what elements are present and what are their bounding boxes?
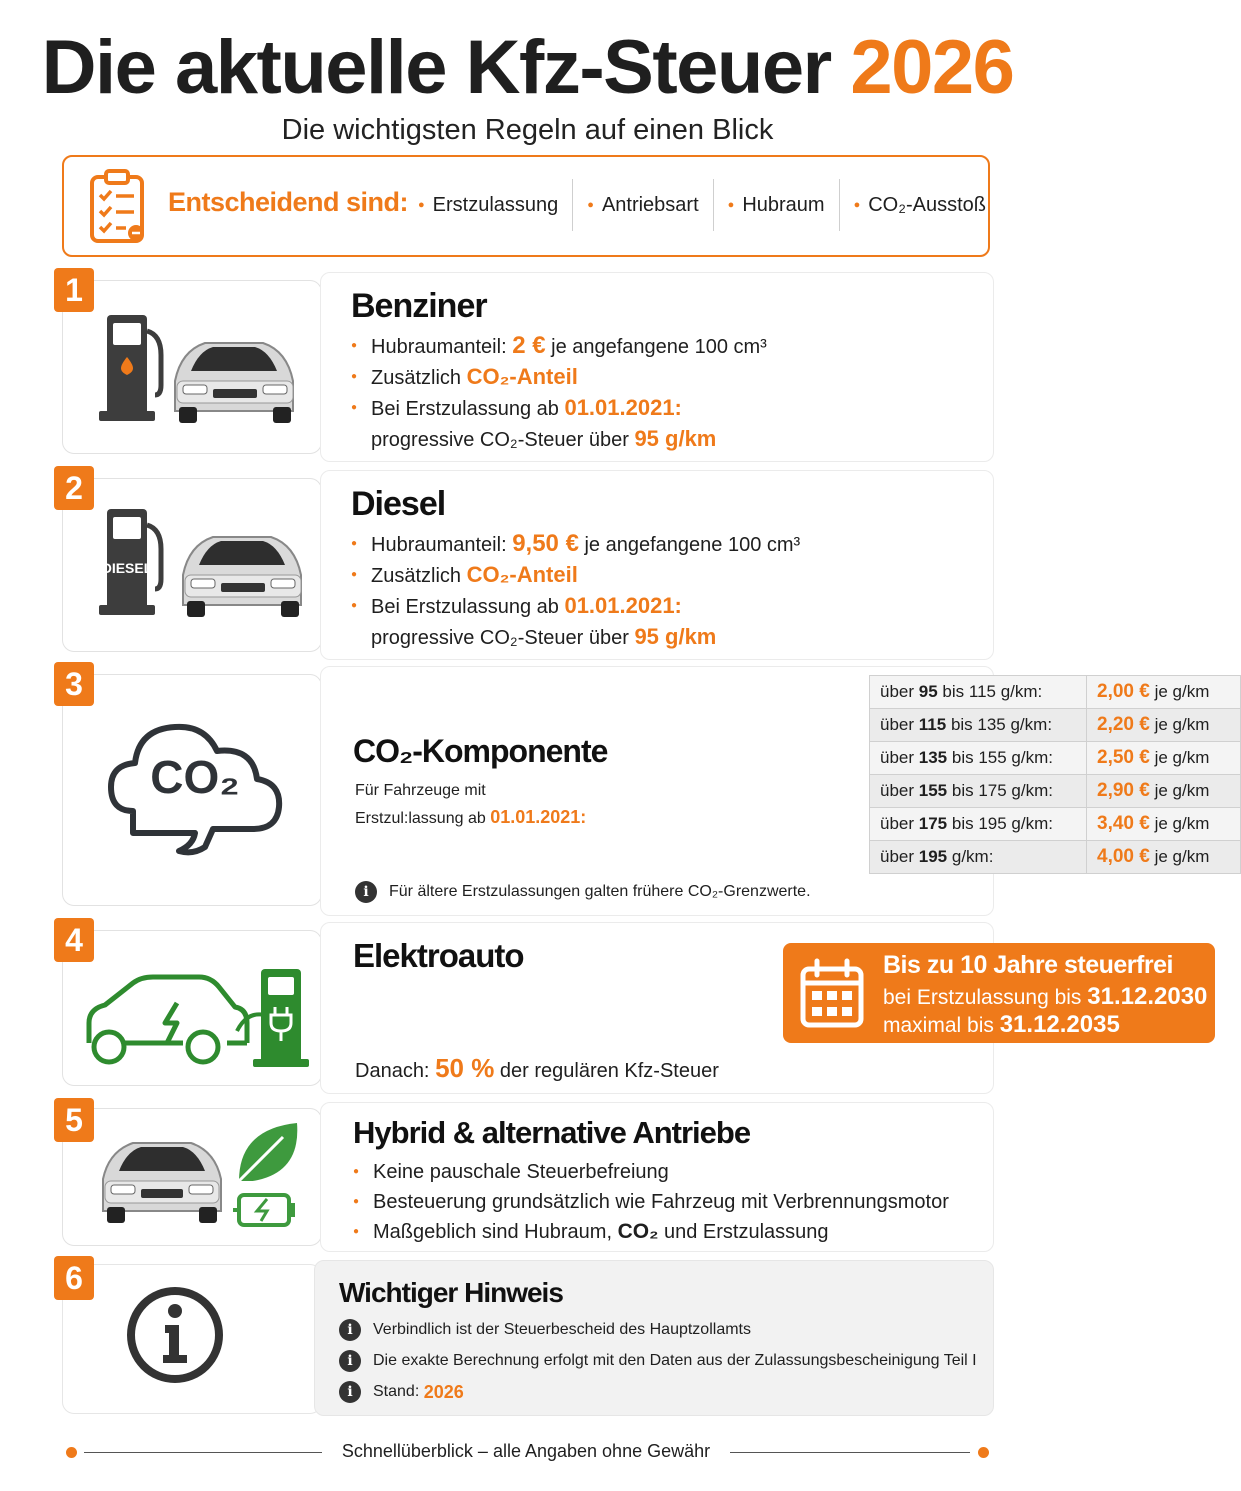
section-diesel <box>62 470 994 660</box>
range-pre: über <box>880 748 915 767</box>
co2-note <box>355 881 811 903</box>
list-item <box>351 331 767 362</box>
banner-text: Bis zu <box>883 951 954 979</box>
criteria-box <box>62 155 990 257</box>
criteria-label: Entscheidend sind: <box>168 187 409 217</box>
bullet-text: je angefangene 100 cm³ <box>551 336 767 358</box>
section-title: Hybrid & alternative Antriebe <box>353 1115 751 1150</box>
hybrid-car-icon <box>63 1109 323 1247</box>
section-title: Diesel <box>351 485 446 523</box>
table-row <box>870 709 1241 742</box>
range-pre: über <box>880 715 915 734</box>
section-title: Wichtiger Hinweis <box>339 1277 563 1308</box>
bullet-value: CO₂-Anteil <box>466 364 578 389</box>
section-number: 1 <box>54 268 94 312</box>
section-title: Benziner <box>351 287 487 325</box>
petrol-car-icon <box>63 281 323 455</box>
footer-dot <box>978 1447 989 1458</box>
hinweis-image-card <box>62 1264 322 1414</box>
section-number: 5 <box>54 1098 94 1142</box>
price-value: 2,50 € <box>1097 747 1150 768</box>
diesel-image-card <box>62 478 322 652</box>
footer-line <box>730 1452 970 1453</box>
banner-text: maximal bis <box>883 1014 994 1037</box>
bullet-text: Hubraumanteil: <box>371 534 507 556</box>
price-value: 2,20 € <box>1097 714 1150 735</box>
section-title: Elektroauto <box>353 937 524 974</box>
bullet-text: Keine pauschale Steuerbefreiung <box>373 1161 669 1183</box>
footer <box>62 1438 990 1466</box>
after-prefix: Danach: <box>355 1060 430 1082</box>
hinweis-text: Verbindlich ist der Steuerbescheid des Hauptzollamts <box>373 1321 751 1338</box>
price-unit: je g/km <box>1154 781 1210 800</box>
after-suffix: der regulären Kfz-Steuer <box>499 1060 719 1082</box>
footer-text: Schnellüberblick – alle Angaben ohne Gewähr <box>341 1441 711 1461</box>
banner-text: steuerfrei <box>1064 951 1173 979</box>
section-number: 2 <box>54 466 94 510</box>
after-value: 50 % <box>435 1053 495 1083</box>
tax-free-banner <box>783 943 1215 1043</box>
co2-cloud-icon <box>63 675 323 907</box>
criteria-item: ● Antriebsart <box>572 179 712 231</box>
section-hinweis <box>62 1260 994 1416</box>
bullet-text: Zusätzlich <box>371 565 462 587</box>
table-row <box>870 742 1241 775</box>
bullet-value: 01.01.2021: <box>564 395 682 420</box>
criteria-list <box>404 179 1000 231</box>
bullet-text: je angefangene 100 cm³ <box>584 534 801 556</box>
bullet-text: Maßgeblich sind Hubraum, <box>373 1221 612 1243</box>
hinweis-row <box>339 1381 464 1403</box>
bullet-text: Hubraumanteil: <box>371 336 507 358</box>
hybrid-image-card <box>62 1108 322 1246</box>
co2-price-cell <box>1087 841 1241 874</box>
range-from: 195 <box>918 847 948 866</box>
co2-range-cell <box>870 742 1087 775</box>
range-to: bis 175 g/km: <box>951 781 1053 800</box>
list-item <box>351 622 800 653</box>
range-to: bis 115 g/km: <box>942 682 1043 701</box>
list-item <box>353 1187 949 1217</box>
info-circle-icon <box>63 1265 323 1415</box>
section-elektro <box>62 921 1208 1094</box>
section-title: CO₂-Komponente <box>353 733 608 769</box>
co2-icon-label: CO₂ <box>150 751 240 803</box>
info-icon: i <box>339 1381 361 1403</box>
benziner-info-card <box>320 272 994 462</box>
range-to: bis 135 g/km: <box>950 715 1053 734</box>
range-to: bis 155 g/km: <box>951 748 1053 767</box>
co2-price-cell <box>1087 742 1241 775</box>
price-unit: je g/km <box>1154 715 1210 734</box>
table-row <box>870 676 1241 709</box>
bullet-value: CO₂ <box>617 1220 659 1243</box>
price-value: 3,40 € <box>1097 813 1150 834</box>
range-pre: über <box>880 682 915 701</box>
calendar-icon <box>799 957 865 1029</box>
range-pre: über <box>880 781 915 800</box>
table-row <box>870 808 1241 841</box>
co2-range-cell <box>870 775 1087 808</box>
banner-value: 10 Jahre <box>960 951 1058 979</box>
co2-description <box>355 777 586 832</box>
list-item <box>353 1157 949 1187</box>
list-item <box>351 529 800 560</box>
co2-note-text: Für ältere Erstzulassungen galten frühere CO₂-Grenzwerte. <box>389 883 811 900</box>
co2-desc-line: Für Fahrzeuge mit <box>355 782 486 799</box>
hybrid-info-card <box>320 1102 994 1252</box>
range-from: 155 <box>918 781 948 800</box>
co2-price-cell <box>1087 775 1241 808</box>
section-number: 4 <box>54 918 94 962</box>
co2-rate-table <box>869 675 1241 874</box>
section-co2 <box>62 665 1210 916</box>
hybrid-bullets <box>353 1157 949 1247</box>
section-benziner <box>62 272 994 462</box>
co2-range-cell <box>870 676 1087 709</box>
hinweis-row <box>339 1350 977 1372</box>
list-item <box>351 424 767 455</box>
co2-info-card <box>320 666 1210 916</box>
co2-range-cell <box>870 808 1087 841</box>
diesel-bullets <box>351 529 800 653</box>
range-from: 115 <box>918 715 947 734</box>
banner-line-3 <box>883 1011 1120 1039</box>
title-year: 2026 <box>850 25 1014 110</box>
banner-line-2 <box>883 983 1207 1011</box>
hinweis-row <box>339 1319 751 1341</box>
price-value: 4,00 € <box>1097 846 1150 867</box>
benziner-image-card <box>62 280 322 454</box>
bullet-value: 9,50 € <box>512 530 579 557</box>
section-number: 3 <box>54 662 94 706</box>
price-value: 2,90 € <box>1097 780 1150 801</box>
info-icon: i <box>339 1350 361 1372</box>
bullet-value: 01.01.2021: <box>564 593 682 618</box>
price-unit: je g/km <box>1154 847 1210 866</box>
price-unit: je g/km <box>1154 814 1210 833</box>
criteria-item: ● Erstzulassung <box>404 179 572 231</box>
bullet-text: Zusätzlich <box>371 367 462 389</box>
range-to: g/km: <box>951 847 994 866</box>
bullet-value: 95 g/km <box>634 426 717 451</box>
range-from: 135 <box>918 748 948 767</box>
bullet-text: Besteuerung grundsätzlich wie Fahrzeug mit Verbrennungsmotor <box>373 1191 949 1213</box>
bullet-value: 95 g/km <box>634 624 717 649</box>
table-row <box>870 775 1241 808</box>
banner-date: 31.12.2035 <box>999 1011 1120 1038</box>
list-item <box>351 393 767 424</box>
co2-desc-date: 01.01.2021: <box>490 807 587 827</box>
banner-text: bei Erstzulassung bis <box>883 986 1082 1009</box>
elektro-after-text <box>355 1053 719 1084</box>
title-main: Die aktuelle Kfz-Steuer <box>41 25 831 110</box>
diesel-info-card <box>320 470 994 660</box>
elektro-info-card <box>320 922 1208 1094</box>
checklist-icon <box>88 167 150 247</box>
bullet-value: CO₂-Anteil <box>466 562 578 587</box>
electric-car-icon <box>63 931 323 1087</box>
bullet-value: 2 € <box>512 332 546 359</box>
list-item <box>353 1217 949 1247</box>
co2-price-cell <box>1087 676 1241 709</box>
price-value: 2,00 € <box>1097 681 1150 702</box>
range-from: 95 <box>918 682 938 701</box>
co2-price-cell <box>1087 709 1241 742</box>
diesel-car-icon <box>63 479 323 653</box>
section-number: 6 <box>54 1256 94 1300</box>
table-row <box>870 841 1241 874</box>
bullet-text: und Erstzulassung <box>663 1221 829 1243</box>
range-pre: über <box>880 847 915 866</box>
page-subtitle: Die wichtigsten Regeln auf einen Blick <box>281 114 774 146</box>
bullet-text: Bei Erstzulassung ab <box>371 398 559 420</box>
range-pre: über <box>880 814 915 833</box>
co2-image-card <box>62 674 322 906</box>
co2-range-cell <box>870 709 1087 742</box>
range-to: bis 195 g/km: <box>951 814 1053 833</box>
range-from: 175 <box>918 814 948 833</box>
banner-line-1 <box>883 951 1173 980</box>
price-unit: je g/km <box>1154 682 1210 701</box>
hinweis-value: 2026 <box>423 1381 464 1402</box>
benziner-bullets <box>351 331 767 455</box>
hinweis-text: Die exakte Berechnung erfolgt mit den Daten aus der Zulassungsbescheinigung Teil I <box>373 1352 977 1369</box>
diesel-pump-label: DIESEL <box>101 560 153 576</box>
list-item <box>351 362 767 393</box>
criteria-item: ● Hubraum <box>713 179 839 231</box>
banner-date: 31.12.2030 <box>1087 983 1208 1010</box>
info-icon: i <box>355 881 377 903</box>
bullet-text: progressive CO₂-Steuer über <box>371 627 629 649</box>
hinweis-info-card <box>314 1260 994 1416</box>
co2-range-cell <box>870 841 1087 874</box>
list-item <box>351 591 800 622</box>
elektro-image-card <box>62 930 322 1086</box>
criteria-item: ● CO₂-Ausstoß <box>839 179 1000 231</box>
hinweis-text: Stand: <box>373 1383 420 1400</box>
list-item <box>351 560 800 591</box>
bullet-text: Bei Erstzulassung ab <box>371 596 559 618</box>
price-unit: je g/km <box>1154 748 1210 767</box>
bullet-text: progressive CO₂-Steuer über <box>371 429 629 451</box>
co2-price-cell <box>1087 808 1241 841</box>
page-title <box>0 26 1055 110</box>
co2-desc-line: Erstzul:lassung ab <box>355 810 486 827</box>
info-icon: i <box>339 1319 361 1341</box>
section-hybrid <box>62 1102 994 1252</box>
